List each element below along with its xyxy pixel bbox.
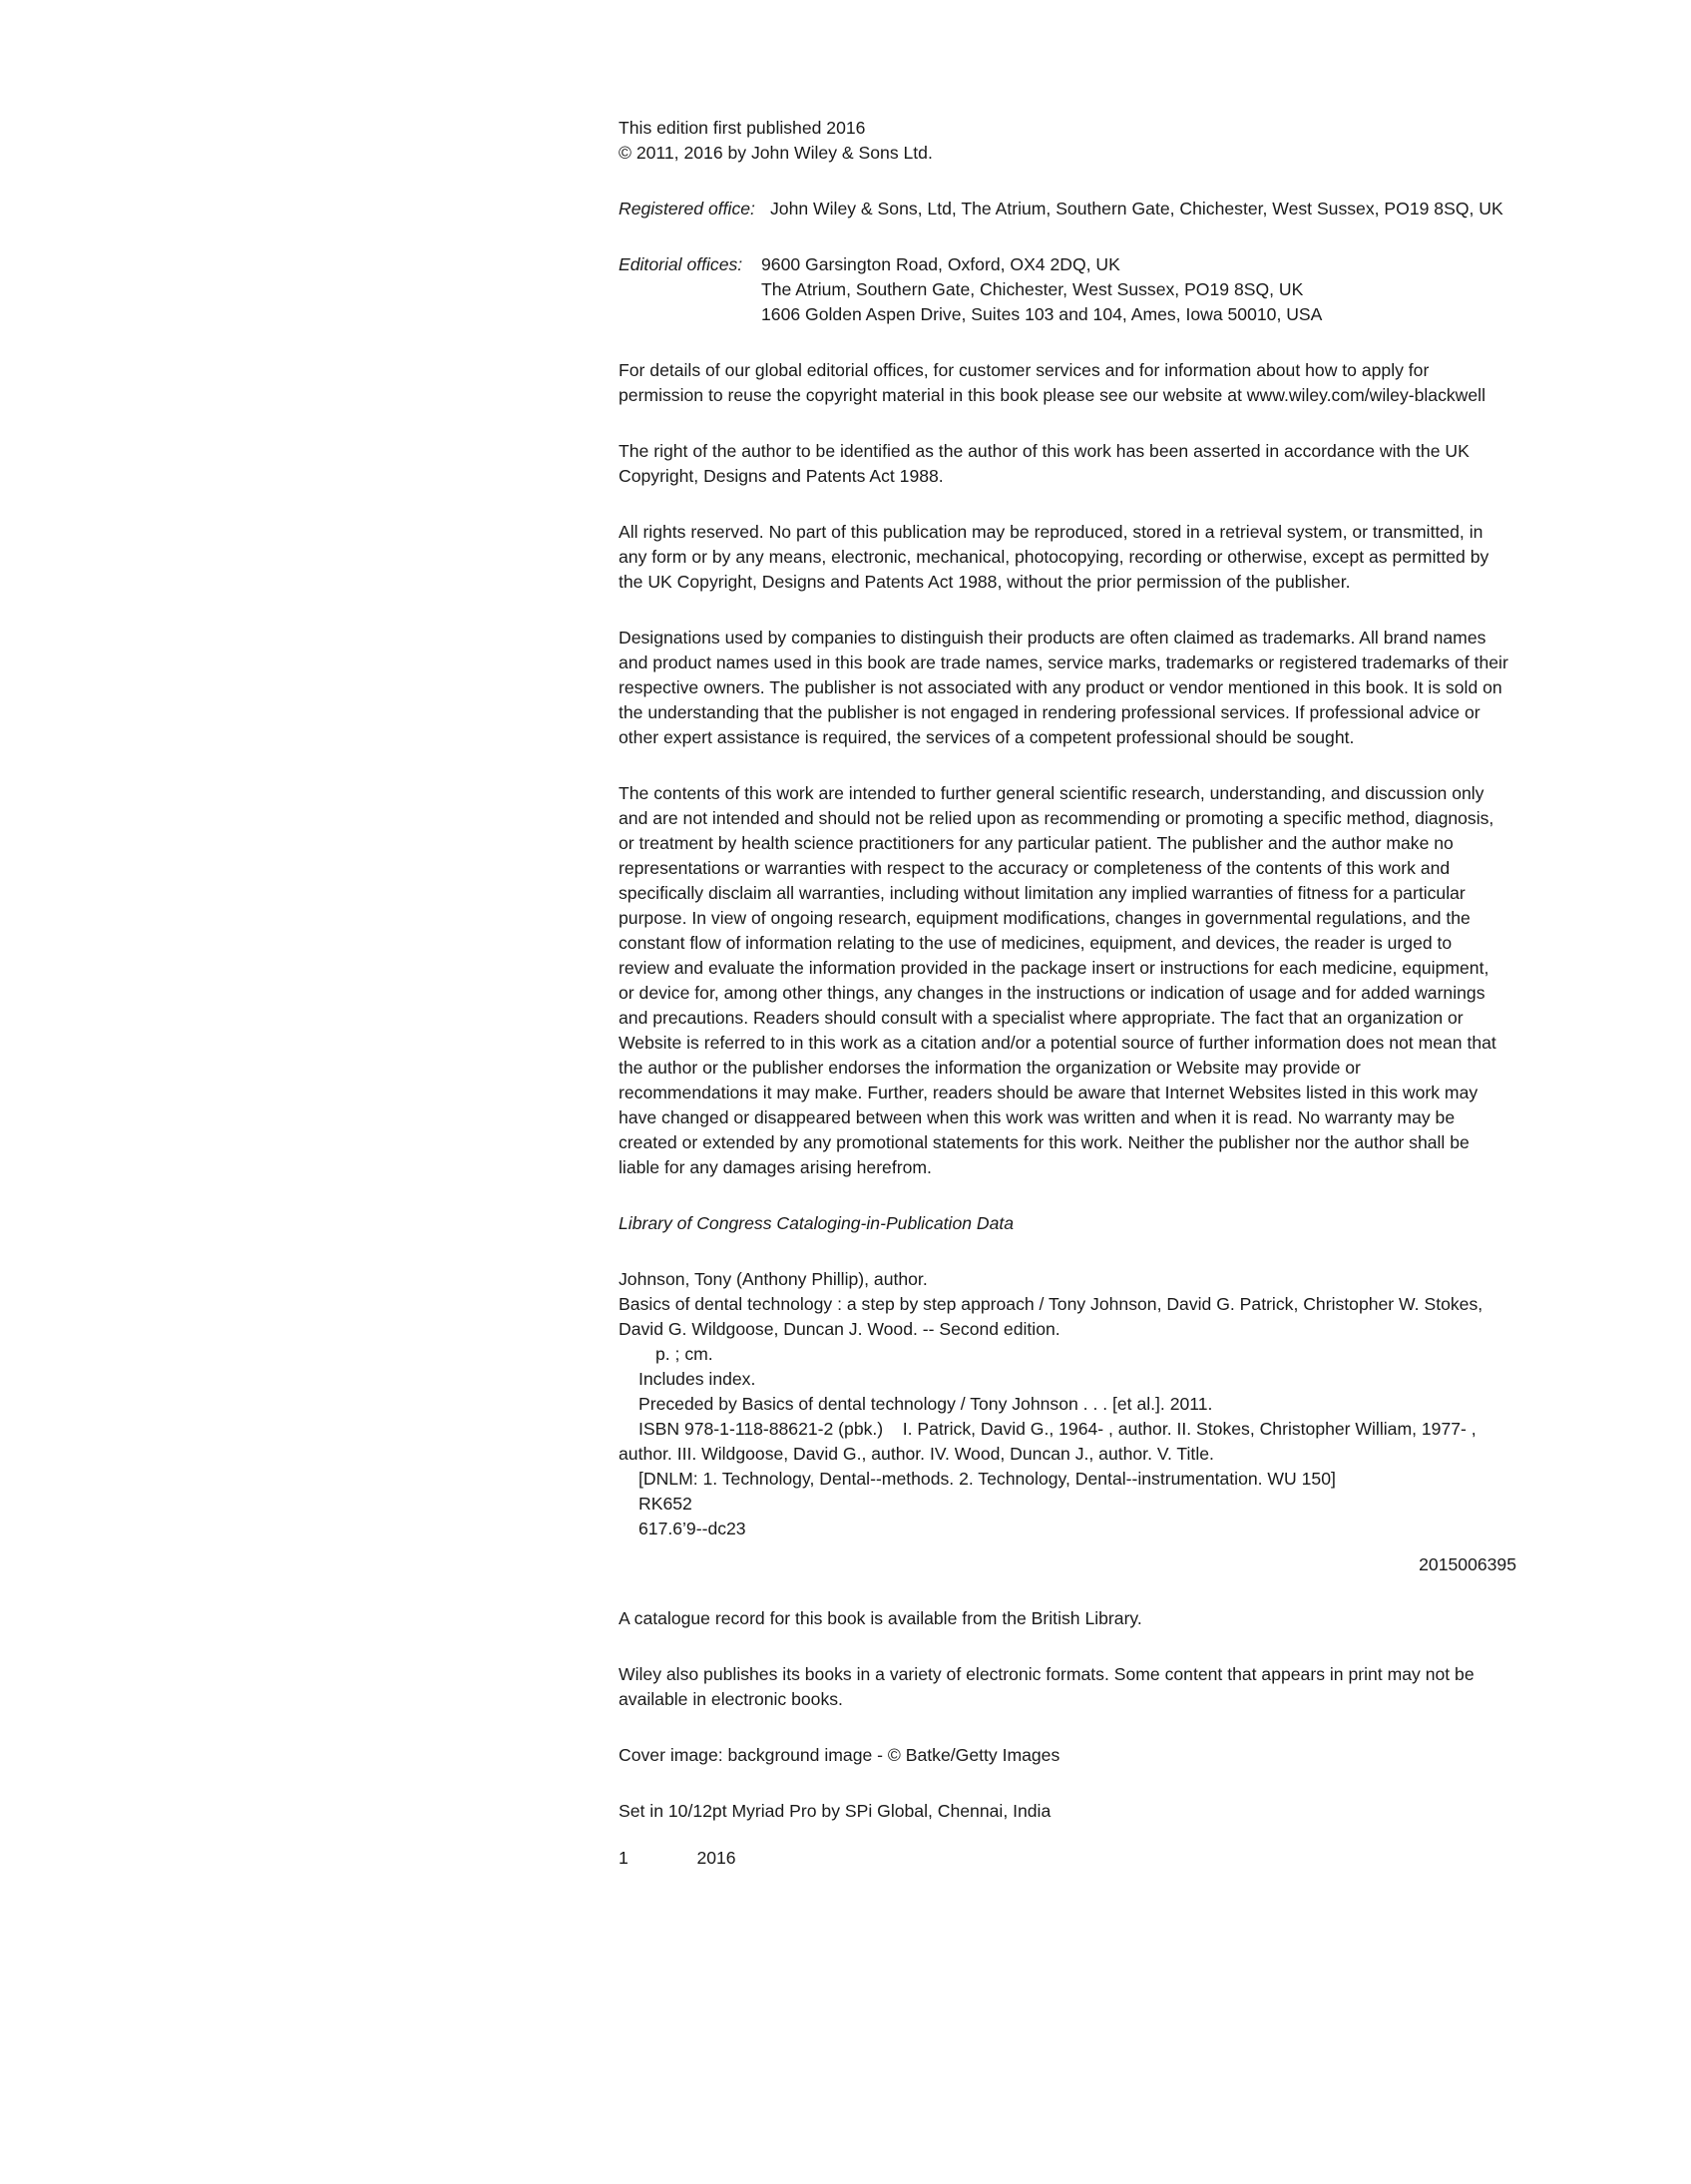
- text-line: For details of our global editorial offices, for customer services and for information about how to apply for: [619, 360, 1430, 380]
- details-paragraph: [619, 358, 1551, 408]
- text-line: the UK Copyright, Designs and Patents Act 1988, without the prior permission of the publisher.: [619, 572, 1351, 592]
- text-line: All rights reserved. No part of this publication may be reproduced, stored in a retrieval system, or transmitted, in: [619, 522, 1483, 542]
- cip-lccn: 2015006395: [1419, 1554, 1516, 1574]
- editorial-address: The Atrium, Southern Gate, Chichester, West Sussex, PO19 8SQ, UK: [761, 279, 1304, 299]
- text-line: Website is referred to in this work as a citation and/or a potential source of further information does not mean that: [619, 1033, 1496, 1053]
- text-line: created or extended by any promotional statements for this work. Neither the publisher nor the author shall be: [619, 1132, 1470, 1152]
- cip-title: David G. Wildgoose, Duncan J. Wood. -- Second edition.: [619, 1319, 1060, 1339]
- text-line: respective owners. The publisher is not associated with any product or vendor mentioned in this book. It is sold on: [619, 677, 1502, 697]
- text-line: Wiley also publishes its books in a variety of electronic formats. Some content that appears in print may not be: [619, 1664, 1475, 1684]
- text-line: other expert assistance is required, the services of a competent professional should be sought.: [619, 727, 1355, 747]
- text-line: purpose. In view of ongoing research, equipment modifications, changes in governmental regulations, and the: [619, 908, 1471, 928]
- editorial-offices: [619, 252, 1551, 327]
- text-line: constant flow of information relating to the use of medicines, equipment, and devices, the reader is urged to: [619, 933, 1453, 953]
- copyright-line: © 2011, 2016 by John Wiley & Sons Ltd.: [619, 143, 933, 163]
- text-line: or treatment by health science practitioners for any particular patient. The publisher and the author make no: [619, 833, 1454, 853]
- text-line: any form or by any means, electronic, mechanical, photocopying, recording or otherwise, except as permitted by: [619, 547, 1489, 567]
- text-line: specifically disclaim all warranties, including without limitation any implied warranties of fitness for a particular: [619, 883, 1466, 903]
- disclaimer-paragraph: [619, 781, 1551, 1180]
- cip-rk: RK652: [638, 1494, 692, 1514]
- cip-author: Johnson, Tony (Anthony Phillip), author.: [619, 1269, 928, 1289]
- rights-reserved-paragraph: [619, 520, 1551, 595]
- text-line: recommendations it may make. Further, readers should be aware that Internet Websites listed in this work may: [619, 1083, 1479, 1102]
- cip-isbn-cont: author. III. Wildgoose, David G., author. IV. Wood, Duncan J., author. V. Title.: [619, 1444, 1214, 1464]
- cip-record: [619, 1267, 1551, 1577]
- printing-line: 1 2016: [619, 1848, 736, 1868]
- cip-pages: p. ; cm.: [655, 1344, 713, 1364]
- cip-dnlm: [DNLM: 1. Technology, Dental--methods. 2. Technology, Dental--instrumentation. WU 150]: [638, 1469, 1336, 1489]
- text-line: Designations used by companies to distinguish their products are often claimed as trademarks. All brand names: [619, 628, 1486, 648]
- catalogue-record: A catalogue record for this book is available from the British Library.: [619, 1608, 1142, 1628]
- registered-office-label: Registered office:: [619, 199, 755, 218]
- text-line: or device for, among other things, any changes in the instructions or indication of usage and for added warnings: [619, 983, 1485, 1003]
- registered-office: [619, 197, 1551, 221]
- edition-block: [619, 116, 1551, 166]
- registered-office-address: John Wiley & Sons, Ltd, The Atrium, Southern Gate, Chichester, West Sussex, PO19 8SQ, UK: [770, 199, 1503, 218]
- cip-preceded: Preceded by Basics of dental technology / Tony Johnson . . . [et al.]. 2011.: [638, 1394, 1213, 1414]
- text-line: liable for any damages arising herefrom.: [619, 1157, 932, 1177]
- copyright-page: [619, 116, 1551, 1824]
- text-line: The contents of this work are intended to further general scientific research, understanding, and discussion only: [619, 783, 1484, 803]
- cover-image-credit: Cover image: background image - © Batke/Getty Images: [619, 1745, 1060, 1765]
- edition-line: This edition first published 2016: [619, 118, 866, 138]
- editorial-address: 1606 Golden Aspen Drive, Suites 103 and 104, Ames, Iowa 50010, USA: [761, 304, 1323, 324]
- moral-rights-paragraph: [619, 439, 1551, 489]
- cip-includes: Includes index.: [638, 1369, 756, 1389]
- text-line: the author or the publisher endorses the information the organization or Website may provide or: [619, 1058, 1361, 1078]
- text-line: representations or warranties with respect to the accuracy or completeness of the contents of this work and: [619, 858, 1451, 878]
- editorial-address: 9600 Garsington Road, Oxford, OX4 2DQ, UK: [761, 254, 1120, 274]
- text-line: and product names used in this book are trade names, service marks, trademarks or registered trademarks of their: [619, 653, 1508, 672]
- text-line: and precautions. Readers should consult with a specialist where appropriate. The fact that an organization or: [619, 1008, 1464, 1028]
- cip-title: Basics of dental technology : a step by step approach / Tony Johnson, David G. Patrick, Christopher W. Stokes,: [619, 1294, 1483, 1314]
- cip-dewey: 617.6’9--dc23: [638, 1519, 746, 1538]
- editorial-offices-addresses: [761, 252, 1322, 327]
- electronic-formats: [619, 1662, 1551, 1712]
- editorial-offices-label: Editorial offices:: [619, 254, 743, 274]
- text-line: the understanding that the publisher is not engaged in rendering professional services. If professional advice or: [619, 702, 1480, 722]
- text-line: review and evaluate the information provided in the package insert or instructions for each medicine, equipment,: [619, 958, 1489, 978]
- typesetting-note: Set in 10/12pt Myriad Pro by SPi Global, Chennai, India: [619, 1801, 1052, 1821]
- text-line: permission to reuse the copyright material in this book please see our website at www.wiley.com/wiley-blackwell: [619, 385, 1485, 405]
- text-line: available in electronic books.: [619, 1689, 843, 1709]
- text-line: The right of the author to be identified as the author of this work has been asserted in accordance with the UK: [619, 441, 1470, 461]
- cip-isbn: ISBN 978-1-118-88621-2 (pbk.) I. Patrick, David G., 1964- , author. II. Stokes, Christopher William, 1977- ,: [638, 1419, 1477, 1439]
- text-line: Copyright, Designs and Patents Act 1988.: [619, 466, 944, 486]
- cip-heading: Library of Congress Cataloging-in-Publication Data: [619, 1213, 1015, 1233]
- text-line: and are not intended and should not be relied upon as recommending or promoting a specific method, diagnosis,: [619, 808, 1494, 828]
- trademarks-paragraph: [619, 626, 1551, 750]
- text-line: have changed or disappeared between when this work was written and when it is read. No warranty may be: [619, 1107, 1456, 1127]
